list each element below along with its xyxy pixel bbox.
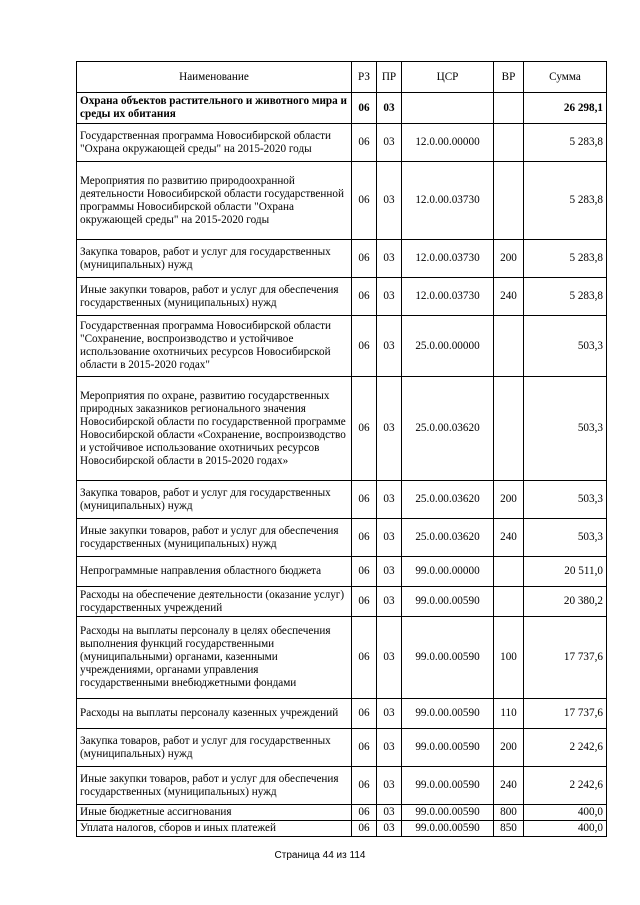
- cell-csr: 99.0.00.00590: [402, 587, 494, 617]
- cell-vr: 200: [494, 240, 524, 278]
- cell-sum: 2 242,6: [524, 767, 607, 805]
- cell-pr: 03: [377, 699, 402, 729]
- cell-pr: 03: [377, 240, 402, 278]
- cell-sum: 503,3: [524, 481, 607, 519]
- cell-name: Расходы на выплаты персоналу казенных учреждений: [77, 699, 352, 729]
- cell-pr: 03: [377, 557, 402, 587]
- cell-rz: 06: [352, 699, 377, 729]
- cell-sum: 400,0: [524, 805, 607, 821]
- cell-rz: 06: [352, 278, 377, 316]
- cell-rz: 06: [352, 481, 377, 519]
- cell-pr: 03: [377, 805, 402, 821]
- cell-name: Иные закупки товаров, работ и услуг для обеспечения государственных (муниципальных) нужд: [77, 519, 352, 557]
- cell-sum: 26 298,1: [524, 93, 607, 124]
- cell-sum: 20 380,2: [524, 587, 607, 617]
- header-vr: ВР: [494, 62, 524, 93]
- cell-name: Мероприятия по охране, развитию государственных природных заказников регионального значения Новосибирской области по государственной программе Новосибирской области «Сохранение, воспроизводство и устойчивое использование охотничьих ресурсов Новосибирской области в 2015-2020 годах»: [77, 377, 352, 481]
- cell-vr: 850: [494, 821, 524, 837]
- cell-sum: 503,3: [524, 377, 607, 481]
- cell-pr: 03: [377, 124, 402, 162]
- cell-csr: 12.0.00.03730: [402, 240, 494, 278]
- cell-pr: 03: [377, 93, 402, 124]
- cell-vr: [494, 587, 524, 617]
- cell-name: Закупка товаров, работ и услуг для государственных (муниципальных) нужд: [77, 729, 352, 767]
- cell-sum: 5 283,8: [524, 240, 607, 278]
- table-row: [77, 617, 607, 699]
- cell-name: Иные закупки товаров, работ и услуг для обеспечения государственных (муниципальных) нужд: [77, 767, 352, 805]
- cell-vr: 100: [494, 617, 524, 699]
- cell-sum: 400,0: [524, 821, 607, 837]
- cell-csr: 12.0.00.03730: [402, 278, 494, 316]
- table-row: [77, 699, 607, 729]
- cell-sum: 2 242,6: [524, 729, 607, 767]
- page-number: Страница 44 из 114: [274, 850, 366, 861]
- table-row: [77, 377, 607, 481]
- cell-sum: 20 511,0: [524, 557, 607, 587]
- table-row: [77, 587, 607, 617]
- table-row: [77, 805, 607, 821]
- cell-rz: 06: [352, 617, 377, 699]
- header-pr: ПР: [377, 62, 402, 93]
- cell-name: Расходы на выплаты персоналу в целях обеспечения выполнения функций государственными (муниципальными) органами, казенными учреждениями, органами управления государственными внебюджетными фондами: [77, 617, 352, 699]
- cell-sum: 17 737,6: [524, 617, 607, 699]
- table-row: [77, 124, 607, 162]
- cell-csr: 25.0.00.03620: [402, 519, 494, 557]
- cell-vr: [494, 124, 524, 162]
- table-row: [77, 316, 607, 377]
- cell-csr: 99.0.00.00590: [402, 821, 494, 837]
- cell-sum: 5 283,8: [524, 278, 607, 316]
- cell-pr: 03: [377, 767, 402, 805]
- cell-rz: 06: [352, 729, 377, 767]
- table-row: [77, 162, 607, 240]
- cell-name: Охрана объектов растительного и животного мира и среды их обитания: [77, 93, 352, 124]
- cell-name: Уплата налогов, сборов и иных платежей: [77, 821, 352, 837]
- cell-sum: 503,3: [524, 316, 607, 377]
- cell-sum: 503,3: [524, 519, 607, 557]
- table-row: [77, 519, 607, 557]
- cell-name: Закупка товаров, работ и услуг для государственных (муниципальных) нужд: [77, 240, 352, 278]
- table-row: [77, 93, 607, 124]
- cell-pr: 03: [377, 821, 402, 837]
- cell-sum: 17 737,6: [524, 699, 607, 729]
- cell-name: Расходы на обеспечение деятельности (оказание услуг) государственных учреждений: [77, 587, 352, 617]
- cell-pr: 03: [377, 617, 402, 699]
- cell-rz: 06: [352, 377, 377, 481]
- cell-pr: 03: [377, 377, 402, 481]
- cell-csr: 12.0.00.00000: [402, 124, 494, 162]
- cell-vr: 240: [494, 767, 524, 805]
- table-row: [77, 557, 607, 587]
- cell-csr: 99.0.00.00590: [402, 805, 494, 821]
- table-row: [77, 729, 607, 767]
- header-csr: ЦСР: [402, 62, 494, 93]
- cell-csr: 99.0.00.00590: [402, 767, 494, 805]
- table-body: [77, 93, 607, 837]
- cell-vr: 200: [494, 729, 524, 767]
- cell-vr: [494, 557, 524, 587]
- cell-pr: 03: [377, 162, 402, 240]
- cell-csr: 25.0.00.03620: [402, 481, 494, 519]
- cell-vr: 200: [494, 481, 524, 519]
- cell-csr: 99.0.00.00590: [402, 729, 494, 767]
- cell-name: Государственная программа Новосибирской области "Сохранение, воспроизводство и устойчивое использование охотничьих ресурсов Новосибирской области в 2015-2020 годах": [77, 316, 352, 377]
- cell-vr: 800: [494, 805, 524, 821]
- cell-rz: 06: [352, 316, 377, 377]
- cell-name: Закупка товаров, работ и услуг для государственных (муниципальных) нужд: [77, 481, 352, 519]
- cell-vr: [494, 93, 524, 124]
- cell-name: Иные бюджетные ассигнования: [77, 805, 352, 821]
- cell-vr: 110: [494, 699, 524, 729]
- cell-pr: 03: [377, 316, 402, 377]
- cell-rz: 06: [352, 557, 377, 587]
- cell-csr: 99.0.00.00590: [402, 699, 494, 729]
- cell-name: Иные закупки товаров, работ и услуг для обеспечения государственных (муниципальных) нужд: [77, 278, 352, 316]
- cell-rz: 06: [352, 805, 377, 821]
- table-row: [77, 481, 607, 519]
- table-row: [77, 767, 607, 805]
- cell-vr: [494, 316, 524, 377]
- cell-rz: 06: [352, 124, 377, 162]
- cell-pr: 03: [377, 278, 402, 316]
- header-name: Наименование: [77, 62, 352, 93]
- cell-rz: 06: [352, 93, 377, 124]
- header-rz: РЗ: [352, 62, 377, 93]
- table-row: [77, 278, 607, 316]
- cell-csr: 25.0.00.03620: [402, 377, 494, 481]
- cell-name: Мероприятия по развитию природоохранной деятельности Новосибирской области государственной программы Новосибирской области "Охрана окружающей среды" на 2015-2020 годы: [77, 162, 352, 240]
- cell-rz: 06: [352, 821, 377, 837]
- cell-rz: 06: [352, 587, 377, 617]
- cell-vr: 240: [494, 519, 524, 557]
- cell-rz: 06: [352, 767, 377, 805]
- cell-pr: 03: [377, 729, 402, 767]
- cell-vr: 240: [494, 278, 524, 316]
- cell-pr: 03: [377, 587, 402, 617]
- cell-name: Непрограммные направления областного бюджета: [77, 557, 352, 587]
- cell-csr: 25.0.00.00000: [402, 316, 494, 377]
- budget-table: [76, 61, 607, 837]
- cell-csr: 12.0.00.03730: [402, 162, 494, 240]
- cell-vr: [494, 162, 524, 240]
- cell-csr: [402, 93, 494, 124]
- cell-name: Государственная программа Новосибирской области "Охрана окружающей среды" на 2015-2020 годы: [77, 124, 352, 162]
- cell-pr: 03: [377, 519, 402, 557]
- table-row: [77, 821, 607, 837]
- cell-rz: 06: [352, 162, 377, 240]
- cell-rz: 06: [352, 519, 377, 557]
- cell-vr: [494, 377, 524, 481]
- cell-sum: 5 283,8: [524, 162, 607, 240]
- cell-csr: 99.0.00.00590: [402, 617, 494, 699]
- table-row: [77, 240, 607, 278]
- header-sum: Сумма: [524, 62, 607, 93]
- cell-rz: 06: [352, 240, 377, 278]
- cell-csr: 99.0.00.00000: [402, 557, 494, 587]
- table-header-row: [77, 62, 607, 93]
- cell-pr: 03: [377, 481, 402, 519]
- cell-sum: 5 283,8: [524, 124, 607, 162]
